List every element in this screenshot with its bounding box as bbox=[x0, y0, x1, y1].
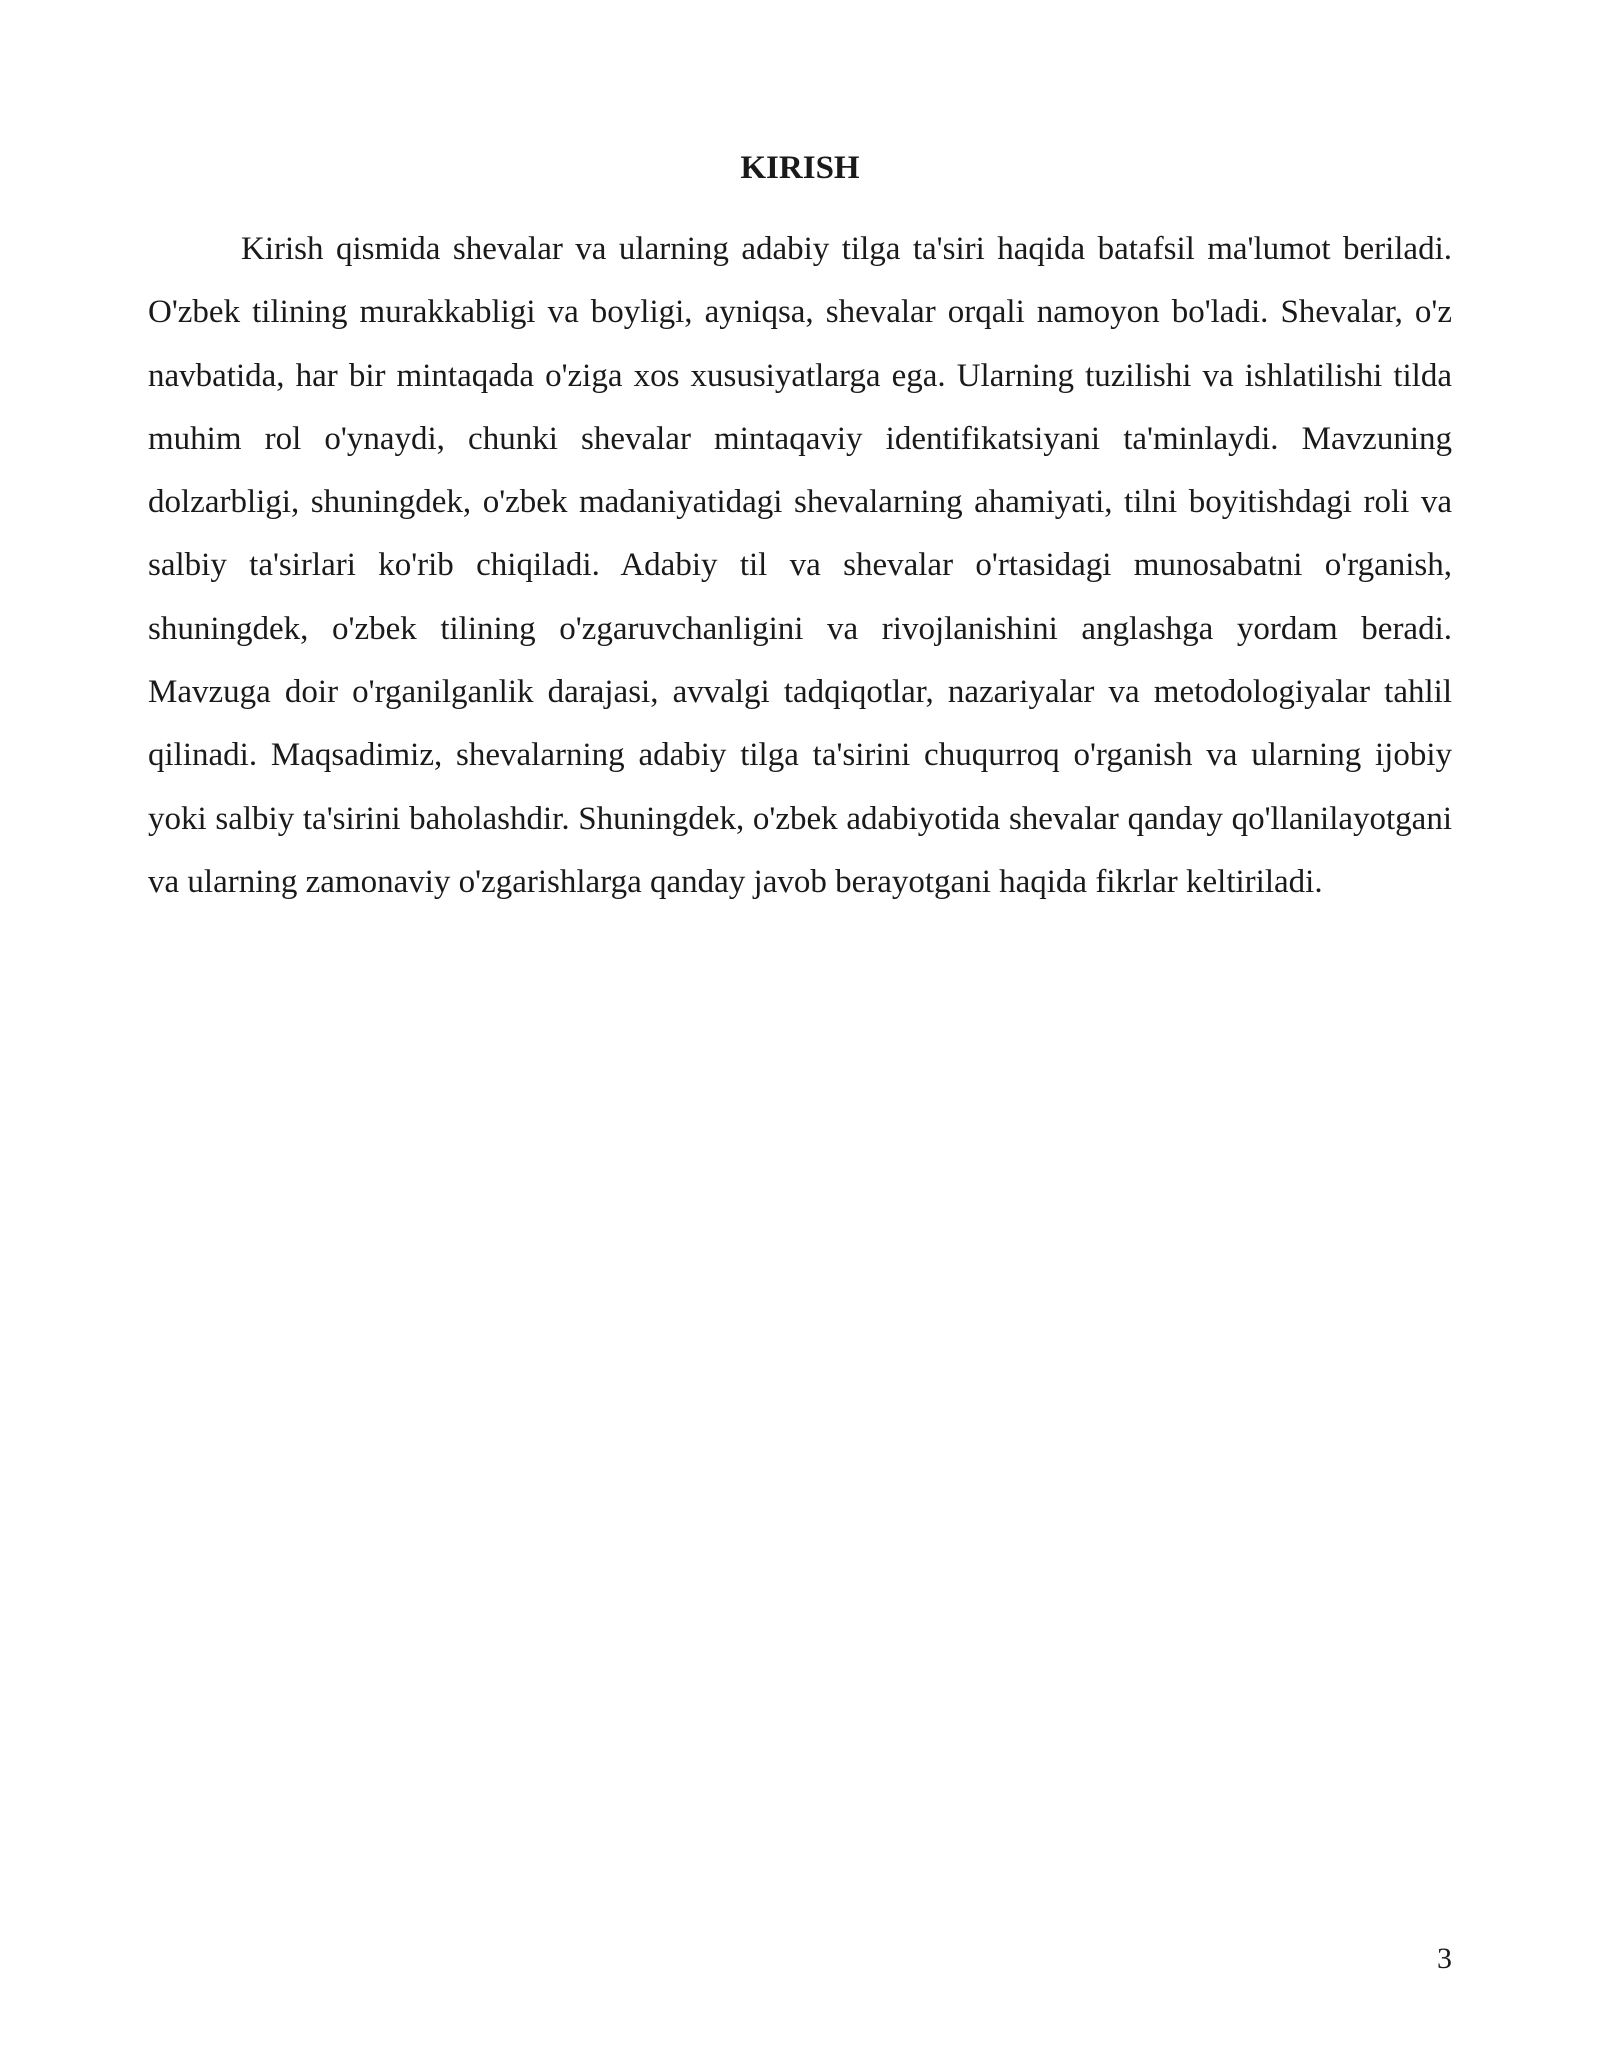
page-number: 3 bbox=[1437, 1942, 1452, 1975]
body-paragraph: Kirish qismida shevalar va ularning adabiy tilga ta'siri haqida batafsil ma'lumot beriladi. O'zbek tilining murakkabligi va boyligi, ayniqsa, shevalar orqali namoyon bo'ladi. Shevalar, o'z navbatida, har bir mintaqada o'ziga xos xususiyatlarga ega. Ularning tuzilishi va ishlatilishi tilda muhim rol o'ynaydi, chunki shevalar mintaqaviy identifikatsiyani ta'minlaydi. Mavzuning dolzarbligi, shuningdek, o'zbek madaniyatidagi shevalarning ahamiyati, tilni boyitishdagi roli va salbiy ta'sirlari ko'rib chiqiladi. Adabiy til va shevalar o'rtasidagi munosabatni o'rganish, shuningdek, o'zbek tilining o'zgaruvchanligini va rivojlanishini anglashga yordam beradi. Mavzuga doir o'rganilganlik darajasi, avvalgi tadqiqotlar, nazariyalar va metodologiyalar tahlil qilinadi. Maqsadimiz, shevalarning adabiy tilga ta'sirini chuqurroq o'rganish va ularning ijobiy yoki salbiy ta'sirini baholashdir. Shuningdek, o'zbek adabiyotida shevalar qanday qo'llanilayotgani va ularning zamonaviy o'zgarishlarga qanday javob berayotgani haqida fikrlar keltiriladi. bbox=[148, 231, 1452, 900]
page-title: KIRISH bbox=[740, 150, 860, 186]
